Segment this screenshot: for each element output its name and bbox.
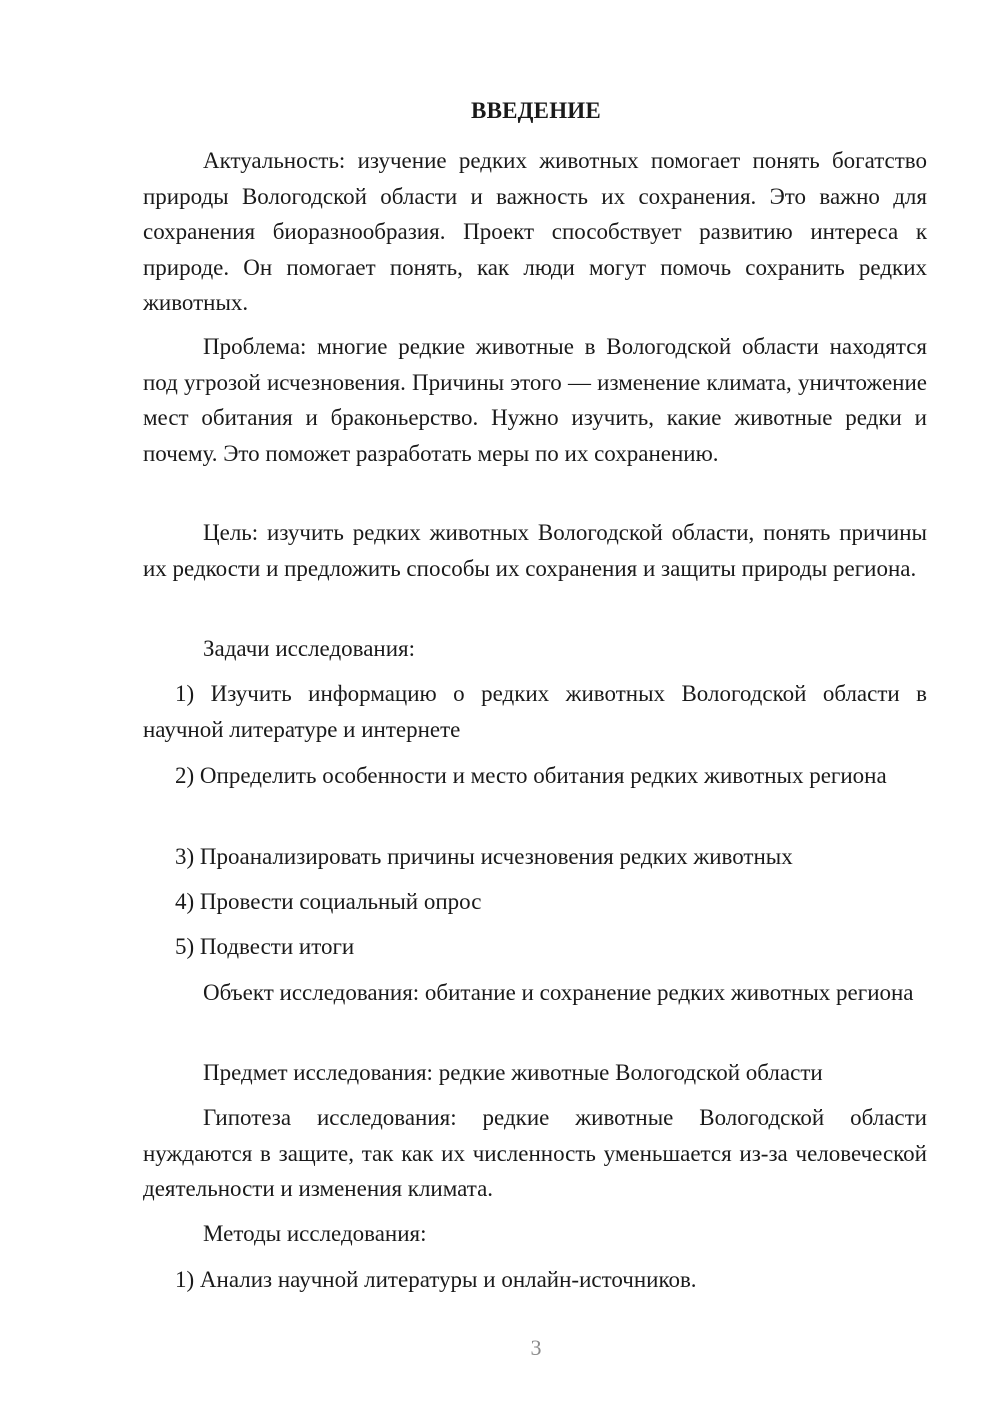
page-number: 3 — [530, 1335, 542, 1360]
relevance-paragraph: Актуальность: изучение редких животных помогает понять богатство природы Вологодской области и важность их сохранения. Это важно для сохранения биоразнообразия. Проект способствует развитию интереса к природе. Он помогает понять, как люди могут помочь сохранить редких животных. — [143, 148, 927, 315]
hypothesis-paragraph: Гипотеза исследования: редкие животные Вологодской области нуждаются в защите, так как их численность уменьшается из-за человеческой деятельности и изменения климата. — [143, 1105, 927, 1201]
object-paragraph: Объект исследования: обитание и сохранение редких животных региона — [203, 980, 914, 1005]
tasks-heading: Задачи исследования: — [203, 636, 416, 661]
methods-heading: Методы исследования: — [203, 1221, 427, 1246]
task-item-2: 2) Определить особенности и место обитания редких животных региона — [175, 763, 887, 788]
task-item-4: 4) Провести социальный опрос — [175, 889, 482, 914]
task-item-1: 1) Изучить информацию о редких животных Вологодской области в научной литературе и интернете — [143, 681, 927, 742]
page-title: ВВЕДЕНИЕ — [471, 98, 601, 123]
method-item-1: 1) Анализ научной литературы и онлайн-источников. — [175, 1267, 697, 1292]
task-item-3: 3) Проанализировать причины исчезновения редких животных — [175, 844, 793, 869]
goal-paragraph: Цель: изучить редких животных Вологодской области, понять причины их редкости и предложить способы их сохранения и защиты природы региона. — [143, 520, 927, 581]
problem-paragraph: Проблема: многие редкие животные в Вологодской области находятся под угрозой исчезновения. Причины этого — изменение климата, уничтожение мест обитания и браконьерство. Нужно изучить, какие животные редки и почему. Это поможет разработать меры по их сохранению. — [143, 334, 927, 466]
task-item-5: 5) Подвести итоги — [175, 934, 355, 959]
subject-paragraph: Предмет исследования: редкие животные Вологодской области — [203, 1060, 823, 1085]
